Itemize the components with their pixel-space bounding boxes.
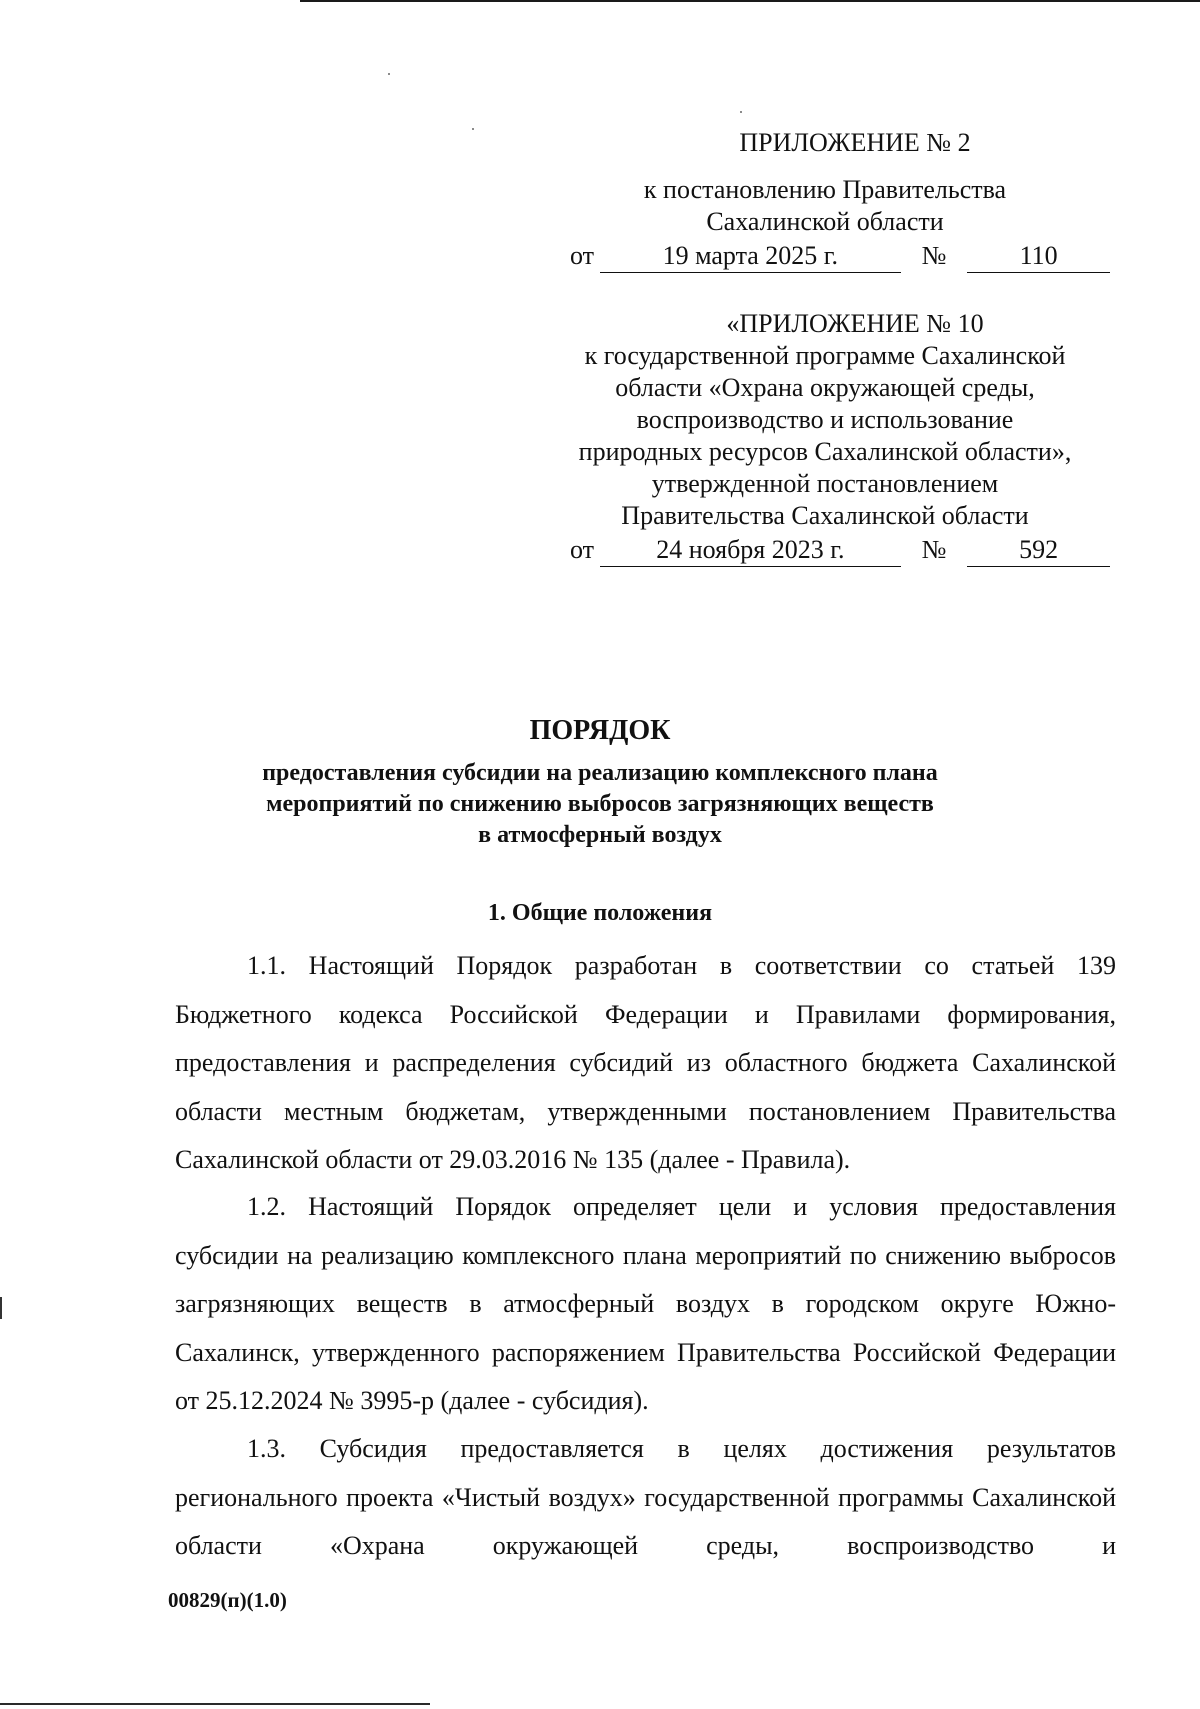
appendix-10-line5: утвержденной постановлением [651, 469, 999, 498]
paragraph-1-3: 1.3. Субсидия предоставляется в целях достижения результатов регионального проекта «Чистый воздух» государственной программы Сахалинской области «Охрана окружающей среды, воспроизводство и [175, 1434, 1116, 1560]
number-field: 592 [967, 534, 1110, 567]
date-field: 24 ноября 2023 г. [600, 534, 901, 567]
appendix-10-line4: природных ресурсов Сахалинской области», [578, 437, 1072, 466]
number-sign: № [921, 535, 947, 564]
appendix-2-date-row [540, 240, 1110, 273]
appendix-10-block [540, 308, 1110, 567]
section-1-title: 1. Общие положения [487, 900, 713, 926]
appendix-10-date-row [540, 534, 1110, 567]
date-field: 19 марта 2025 г. [600, 240, 901, 273]
appendix-2-title: ПРИЛОЖЕНИЕ № 2 [739, 128, 971, 157]
document-code: 00829(п)(1.0) [168, 1588, 287, 1612]
from-label: от [570, 241, 595, 270]
number-sign: № [921, 241, 947, 270]
subtitle-line3: в атмосферный воздух [478, 822, 722, 848]
subtitle-line1: предоставления субсидии на реализацию комплексного плана [262, 760, 938, 786]
scan-speck [740, 111, 742, 113]
subtitle-line2: мероприятий по снижению выбросов загрязняющих веществ [266, 791, 934, 817]
appendix-10-line1: к государственной программе Сахалинской [584, 341, 1066, 370]
appendix-10-line3: воспроизводство и использование [636, 405, 1014, 434]
appendix-2-line2: Сахалинской области [706, 207, 944, 236]
document-subtitle [150, 758, 1050, 851]
from-label: от [570, 535, 595, 564]
document-title: ПОРЯДОК [529, 715, 671, 746]
appendix-10-line6: Правительства Сахалинской области [621, 501, 1029, 530]
appendix-10-title: «ПРИЛОЖЕНИЕ № 10 [726, 309, 984, 338]
paragraph-1-1-block [175, 942, 1116, 1185]
scan-border-bottom [0, 1703, 430, 1705]
number-field: 110 [967, 240, 1110, 273]
scan-border-top [300, 0, 1200, 2]
scan-speck [472, 128, 474, 130]
paragraph-1-2: 1.2. Настоящий Порядок определяет цели и условия предоставления субсидии на реализацию комплексного плана мероприятий по снижению выбросов загрязняющих веществ в атмосферный воздух в городском округе Южно-Сахалинск, утвержденного распоряжением Правительства Российской Федерации от 25.12.2024 № 3995-р (далее - субсидия). [175, 1192, 1116, 1415]
paragraph-1-3-block [175, 1425, 1116, 1571]
scan-edge-mark [0, 1297, 2, 1319]
paragraph-1-2-block [175, 1183, 1116, 1426]
appendix-2-block [540, 127, 1110, 273]
appendix-10-line2: области «Охрана окружающей среды, [615, 373, 1035, 402]
paragraph-1-1: 1.1. Настоящий Порядок разработан в соответствии со статьей 139 Бюджетного кодекса Российской Федерации и Правилами формирования, предоставления и распределения субсидий из областного бюджета Сахалинской области местным бюджетам, утвержденными постановлением Правительства Сахалинской области от 29.03.2016 № 135 (далее - Правила). [175, 951, 1116, 1174]
appendix-2-line1: к постановлению Правительства [643, 175, 1007, 204]
scan-speck [388, 73, 390, 75]
